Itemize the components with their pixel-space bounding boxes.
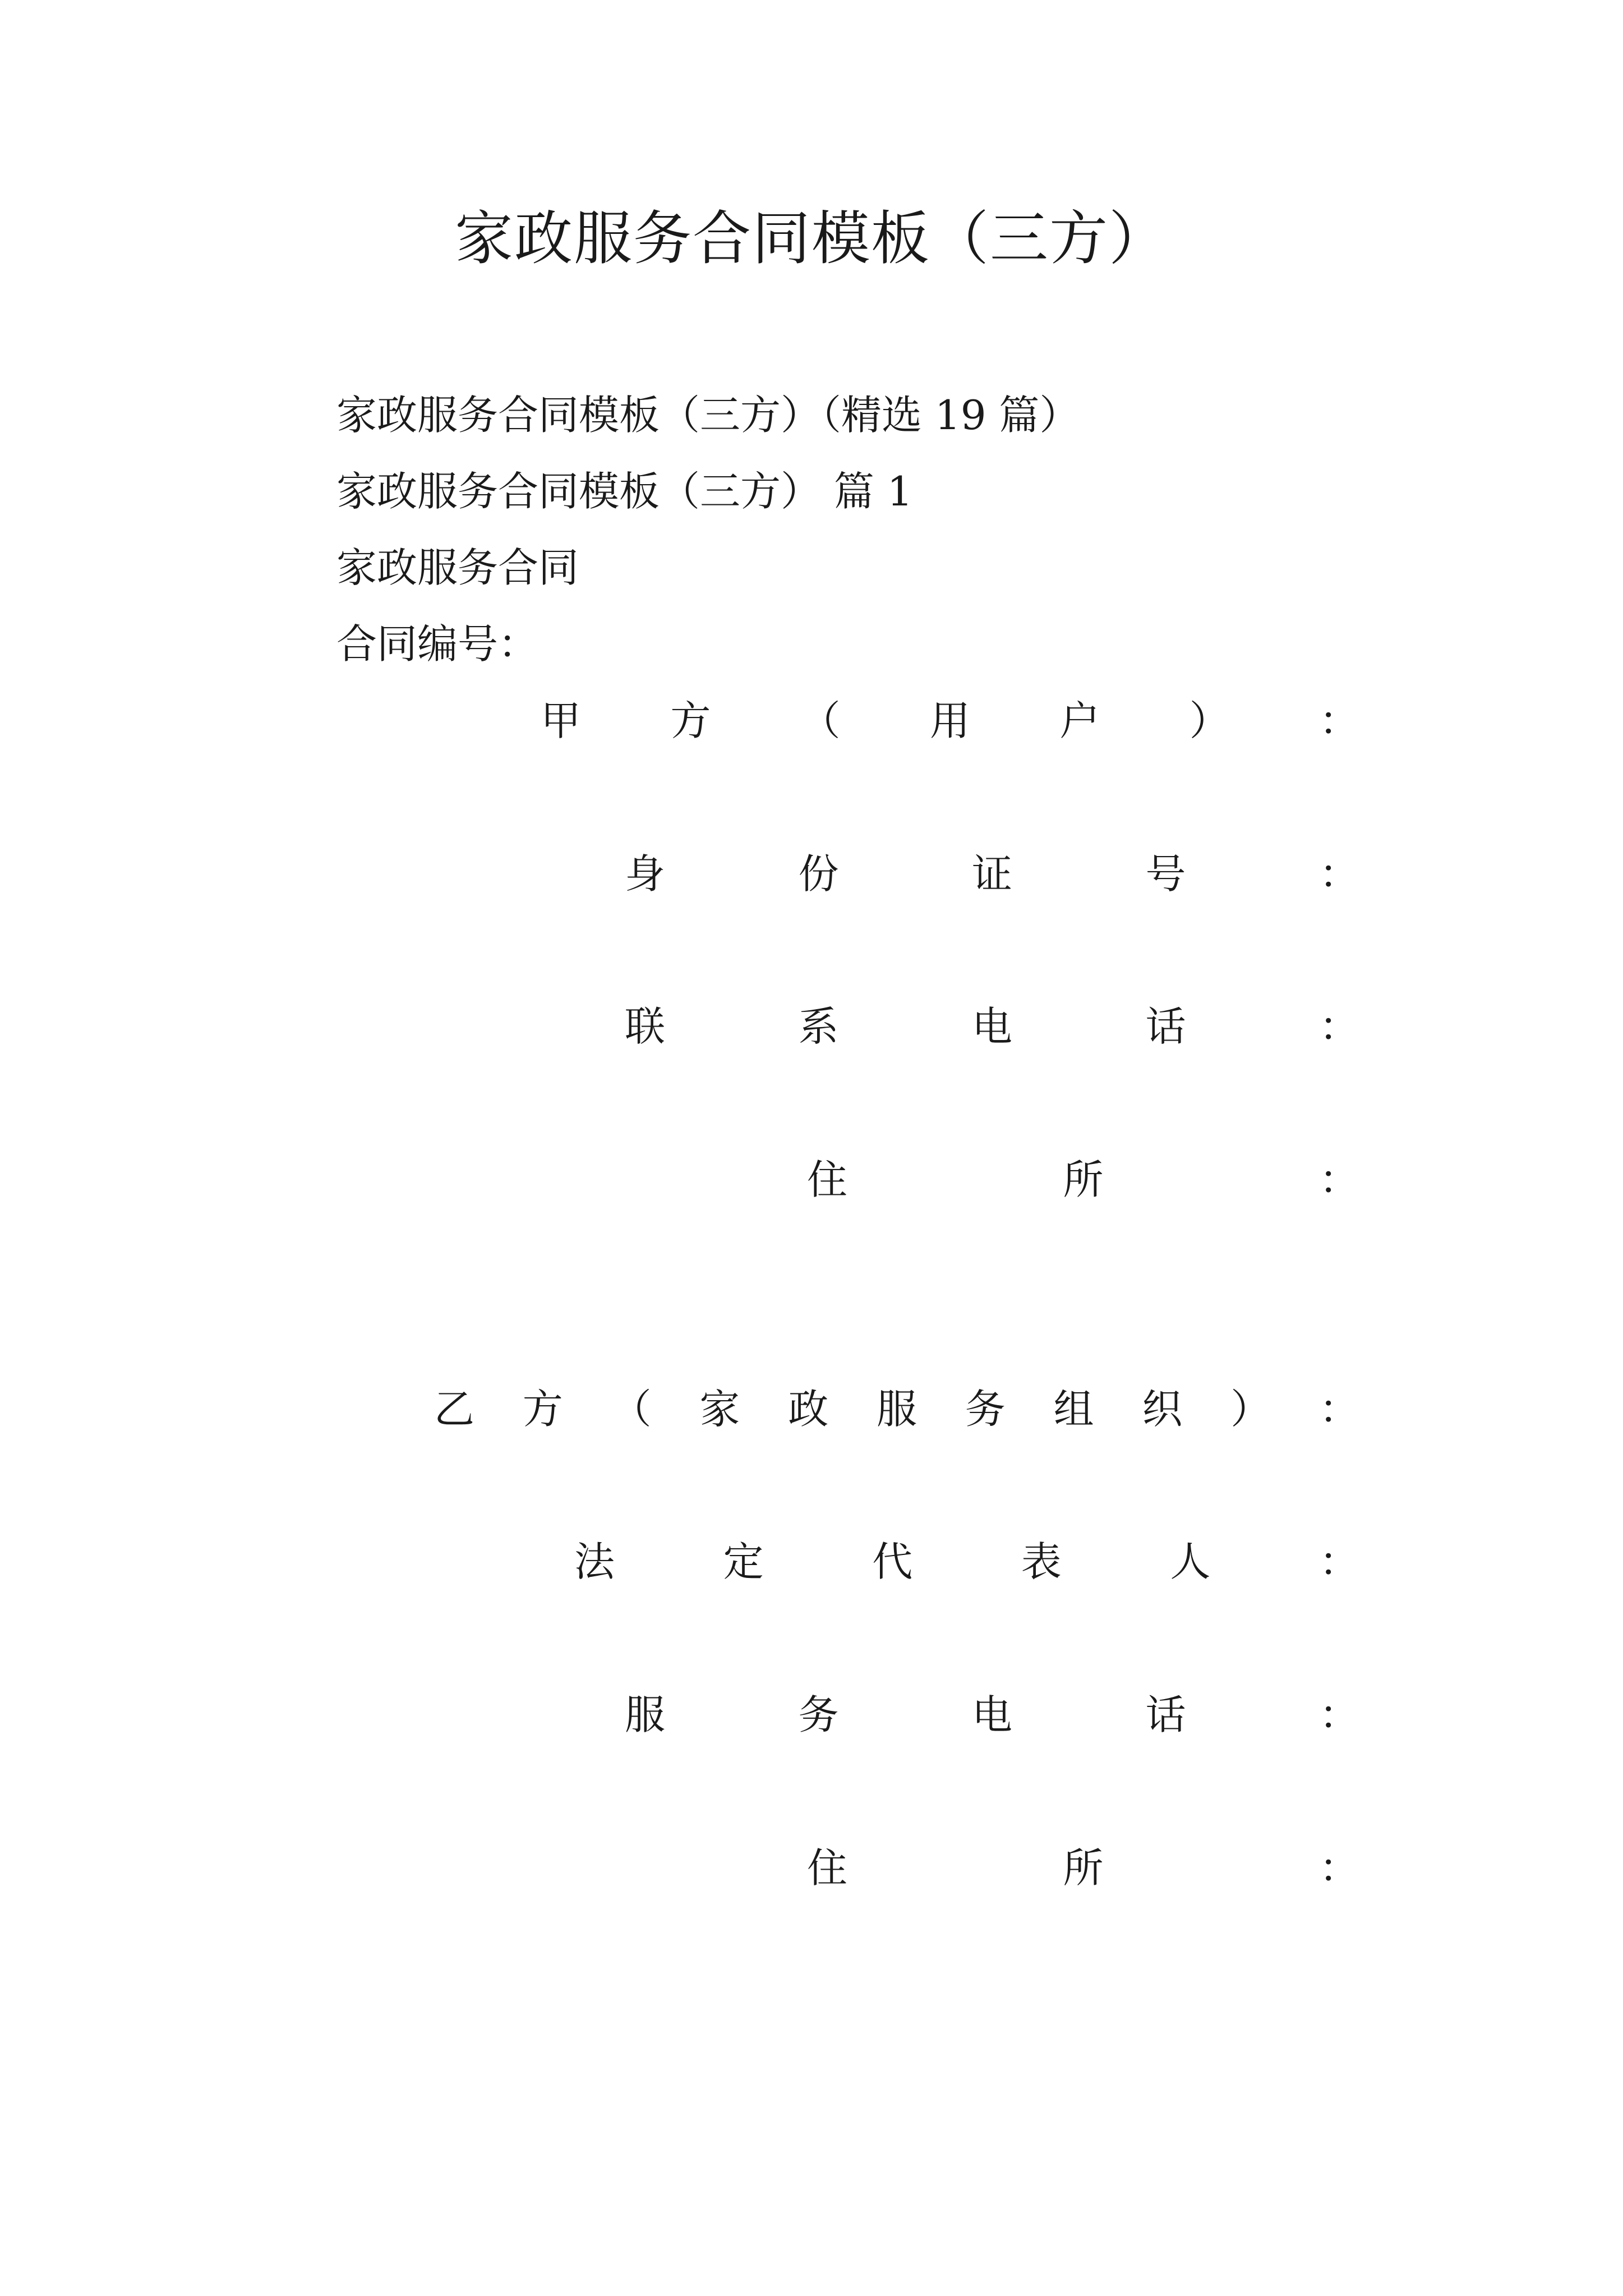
party-a-phone-label: 联 系 电 话 ： [625, 1003, 1359, 1050]
party-a-address-label: 住 所 ： [807, 1156, 1359, 1203]
page-title: 家政服务合同模板（三方） [454, 204, 1168, 273]
party-b-address-label: 住 所 ： [807, 1844, 1359, 1892]
party-b-legal-rep-label: 法 定 代 表 人 ： [574, 1538, 1359, 1585]
contract-number-label: 合同编号： [336, 620, 539, 668]
party-a-heading: 甲 方 （ 用 户 ） ： [541, 697, 1359, 744]
party-b-heading: 乙 方 （ 家 政 服 务 组 织 ） ： [434, 1386, 1359, 1433]
section-heading: 家政服务合同模板（三方） 篇 1 [336, 468, 913, 515]
party-b-service-phone-label: 服 务 电 话 ： [625, 1691, 1359, 1738]
contract-name: 家政服务合同 [336, 544, 579, 591]
party-a-id-number-label: 身 份 证 号 ： [625, 850, 1359, 898]
subtitle-line: 家政服务合同模板（三方）（精选 19 篇） [336, 392, 1080, 439]
